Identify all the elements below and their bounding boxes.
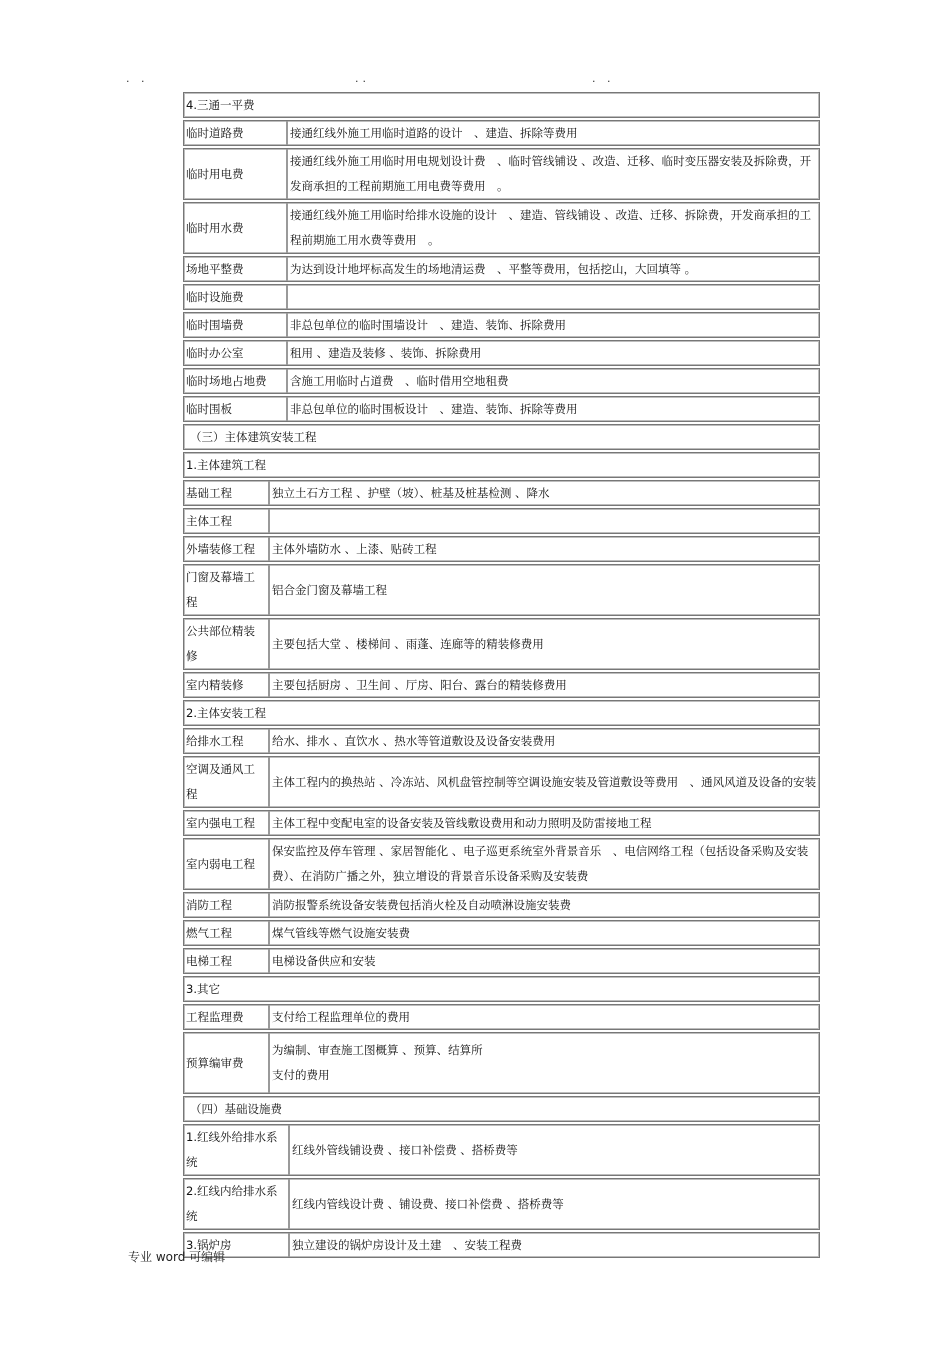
row-label: 临时围板 [184,397,288,421]
table-row [183,424,820,450]
row-label: 公共部位精装修 [184,619,270,669]
table-row [183,810,820,836]
table-row [183,672,820,698]
row-label: 电梯工程 [184,949,270,973]
row-label: 临时围墙费 [184,313,288,337]
row-description: 红线外管线铺设费 、接口补偿费 、搭桥费等 [292,1142,518,1157]
table-row [183,148,820,200]
table-row [183,368,820,394]
row-label: 室内强电工程 [184,811,270,835]
table-row [183,1004,820,1030]
row-description: 接通红线外施工用临时用电规划设计费 、临时管线铺设 、改造、迁移、临时变压器安装及拆除费，开发商承担的工程前期施工用电费等费用 。 [290,154,812,193]
row-description: 为达到设计地坪标高发生的场地清运费 、平整等费用，包括挖山，大回填等 。 [290,261,697,276]
row-description: 红线内管线设计费 、铺设费、接口补偿费 、搭桥费等 [292,1196,564,1211]
row-description: 租用 、建造及装修 、装饰、拆除费用 [290,345,482,360]
table-row [183,838,820,890]
row-label: 工程监理费 [184,1005,270,1029]
row-label: 室内弱电工程 [184,839,270,889]
row-description: 主体工程内的换热站 、冷冻站、风机盘管控制等空调设施安装及管道敷设等费用 、通风风道及设备的安装 [272,774,817,789]
row-label: 临时道路费 [184,121,288,145]
row-description: 支付给工程监理单位的费用 [272,1009,410,1024]
row-description: 含施工用临时占道费 、临时借用空地租费 [290,373,509,388]
subsection-heading: 3.其它 [186,981,220,996]
page-footer: 专业 word 可编辑 [128,1250,226,1264]
table-row [183,120,820,146]
table-row [183,508,820,534]
section-heading: （三）主体建筑安装工程 [190,429,317,444]
row-description: 铝合金门窗及幕墙工程 [272,582,387,597]
table-row [183,920,820,946]
row-description: 主体外墙防水 、上漆、贴砖工程 [272,541,437,556]
table-row [183,202,820,254]
table-row [183,976,820,1002]
table-row [183,700,820,726]
table-row [183,1032,820,1094]
row-label: 外墙装修工程 [184,537,270,561]
row-label: 3.锅炉房 [184,1233,290,1257]
header-dots-left: . . [126,72,149,85]
row-description: 独立土石方工程 、护壁（坡）、桩基及桩基检测 、降水 [272,485,550,500]
row-description: 接通红线外施工用临时道路的设计 、建造、拆除等费用 [290,125,578,140]
row-label: 2.红线内给排水系统 [184,1179,290,1229]
row-label: 基础工程 [184,481,270,505]
row-description: 煤气管线等燃气设施安装费 [272,925,410,940]
row-description: 独立建设的锅炉房设计及土建 、安装工程费 [292,1237,522,1252]
table-row [183,92,820,118]
table-row [183,536,820,562]
row-description: 消防报警系统设备安装费包括消火栓及自动喷淋设施安装费 [272,897,571,912]
row-label: 给排水工程 [184,729,270,753]
row-description: 电梯设备供应和安装 [272,953,376,968]
row-label: 场地平整费 [184,257,288,281]
table-row [183,1232,820,1258]
table-row [183,480,820,506]
subsection-heading: 2.主体安装工程 [186,705,266,720]
row-description [270,509,819,533]
row-label: 预算编审费 [184,1033,270,1093]
table-row [183,312,820,338]
row-description: 主体工程中变配电室的设备安装及管线敷设费用和动力照明及防雷接地工程 [272,815,652,830]
row-description: 非总包单位的临时围墙设计 、建造、装饰、拆除费用 [290,317,566,332]
row-label: 门窗及幕墙工程 [184,565,270,615]
cost-table [183,92,820,1260]
table-row [183,1096,820,1122]
subsection-heading: 1.主体建筑工程 [186,457,266,472]
row-label: 1.红线外给排水系统 [184,1125,290,1175]
table-row [183,1124,820,1176]
table-row [183,1178,820,1230]
row-label: 临时办公室 [184,341,288,365]
table-row [183,618,820,670]
table-row [183,564,820,616]
row-description: 保安监控及停车管理 、家居智能化 、电子巡更系统室外背景音乐 、电信网络工程（包括设备采购及安装费）、在消防广播之外，独立增设的背景音乐设备采购及安装费 [272,844,809,883]
section-heading: （四）基础设施费 [190,1101,282,1116]
table-row [183,284,820,310]
table-row [183,452,820,478]
table-row [183,948,820,974]
row-label: 临时场地占地费 [184,369,288,393]
row-label: 临时用电费 [184,149,288,199]
row-label: 空调及通风工程 [184,757,270,807]
table-row [183,396,820,422]
row-description: 非总包单位的临时围板设计 、建造、装饰、拆除等费用 [290,401,578,416]
row-label: 临时设施费 [184,285,288,309]
header-dots-right: . . [592,72,615,85]
row-label: 主体工程 [184,509,270,533]
row-description: 接通红线外施工用临时给排水设施的设计 、建造、管线铺设 、改造、迁移、拆除费，开发商承担的工程前期施工用水费等费用 。 [290,208,812,247]
row-description-line: 支付的费用 [272,1068,330,1082]
table-row [183,340,820,366]
table-row [183,756,820,808]
row-description: 主要包括大堂 、楼梯间 、雨蓬、连廊等的精装修费用 [272,636,544,651]
row-description [270,1033,819,1093]
row-label: 消防工程 [184,893,270,917]
table-row [183,892,820,918]
row-description: 主要包括厨房 、卫生间 、厅房、阳台、露台的精装修费用 [272,677,567,692]
header-dots-mid: .. [355,72,370,85]
row-label: 室内精装修 [184,673,270,697]
row-description [288,285,819,309]
row-description-line: 为编制、审查施工图概算 、预算、结算所 [272,1043,483,1057]
subsection-heading: 4.三通一平费 [186,97,255,112]
row-description: 给水、排水 、直饮水 、热水等管道敷设及设备安装费用 [272,733,556,748]
table-row [183,728,820,754]
row-label: 燃气工程 [184,921,270,945]
table-row [183,256,820,282]
row-label: 临时用水费 [184,203,288,253]
